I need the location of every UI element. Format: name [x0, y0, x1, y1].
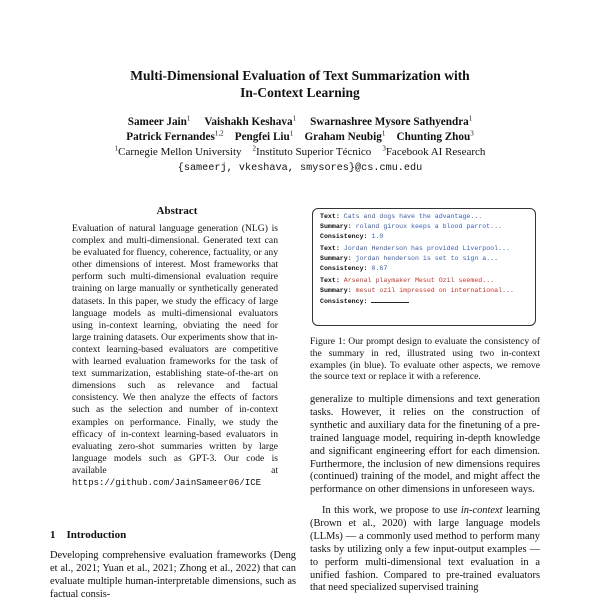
figure-prompt-line: Summary: mesut ozil impressed on international... [320, 287, 514, 294]
author-name: Vaishakh Keshava [204, 116, 293, 128]
figure-prompt-line: Summary: roland giroux keeps a blood parrot... [320, 223, 503, 230]
affiliations: $^1$Carnegie Mellon University $^2$Instituto Superior Técnico $^3$Facebook AI Research [114, 144, 486, 158]
figure-prompt-line: Consistency: 1.0 [320, 233, 384, 240]
code-link[interactable]: https://github.com/JainSameer06/ICE [72, 477, 262, 488]
author-name: Chunting Zhou [396, 131, 471, 143]
abstract-body: Evaluation of natural language generation (NLG) is complex and multi-dimensional. Generated text can be evaluated for fluency, coherence, factuality, or any other dimensions of interest. Most frameworks that perform such multi-dimensional evaluation require training on large manually or synthetically generated datasets. In this paper, we study the efficacy of large language models as multi-dimensional evaluators using in-context learning, obviating the need for large training datasets. Our experiments show that in-context learning-based evaluators are competitive with learned evaluation frameworks for the task of text summarization, establishing state-of-the-art on dimensions such as relevance and factual consistency. We then analyze the effects of factors such as the selection and number of in-context examples on performance. Finally, we study the efficacy of in-context learning-based evaluators in evaluating zero-shot summaries written by large language models such as GPT-3. Our code is available at https://github.com/JainSameer06/ICE [72, 223, 278, 488]
paper-title-line1: Multi-Dimensional Evaluation of Text Summarization with [130, 68, 470, 83]
right-paragraph-2: In this work, we propose to use in-context learning (Brown et al., 2020) with large language models (LLMs) — a commonly used method to perform many tasks by utilizing only a few input-output examples — to perform multi-dimensional text evaluation in a unified fashion. Compared to pre-trained evaluators that need specialized supervised training [310, 505, 540, 594]
figure-prompt-line: Text: Jordan Henderson has provided Liverpool... [320, 245, 510, 252]
author-email: {sameerj, vkeshava, smysores}@cs.cmu.edu [177, 163, 423, 174]
author-name: Patrick Fernandes [126, 131, 215, 143]
abstract-heading: Abstract [156, 205, 198, 217]
section-heading-introduction: 1 Introduction [50, 529, 127, 541]
figure-prompt-line: Text: Cats and dogs have the advantage... [320, 213, 483, 220]
paper-title-line2: In-Context Learning [240, 85, 360, 100]
author-name: Graham Neubig [304, 131, 382, 143]
figure-prompt-line: Summary: jordan henderson is set to sign a... [320, 255, 499, 262]
author-name: Pengfei Liu [234, 131, 290, 143]
authors-line2: Patrick Fernandes$^{1,2}$ Pengfei Liu$^1$ Graham Neubig$^1$ Chunting Zhou$^3$ [126, 129, 474, 143]
intro-paragraph: Developing comprehensive evaluation frameworks (Deng et al., 2021; Yuan et al., 2021; Zhong et al., 2022) that can evaluate multiple human-interpretable dimensions, such as factual consis- [50, 550, 296, 600]
figure-prompt-line: Consistency: [320, 296, 532, 307]
figure-caption: Figure 1: Our prompt design to evaluate the consistency of the summary in red, illustrated using two in-context examples (in blue). To evaluate other aspects, we remove the source text or replace it with a reference. [310, 336, 540, 383]
authors-line1: Sameer Jain$^1$ Vaishakh Keshava$^1$ Swarnashree Mysore Sathyendra$^1$ [127, 114, 473, 128]
answer-blank [371, 296, 409, 303]
right-paragraph-1: generalize to multiple dimensions and text generation tasks. However, it relies on the construction of synthetic and auxiliary data for the finetuning of a pre-trained language model, requiring in-depth knowledge and significant engineering effort for each dimension. Furthermore, the inclusion of new dimensions requires (continued) training of the model, and might affect the performance on other dimensions in unforeseen ways. [310, 394, 540, 496]
author-name: Swarnashree Mysore Sathyendra [310, 116, 469, 128]
author-name: Sameer Jain [127, 116, 187, 128]
figure-prompt-line: Consistency: 0.67 [320, 265, 388, 272]
figure-prompt-line: Text: Arsenal playmaker Mesut Ozil seemed... [320, 277, 495, 284]
